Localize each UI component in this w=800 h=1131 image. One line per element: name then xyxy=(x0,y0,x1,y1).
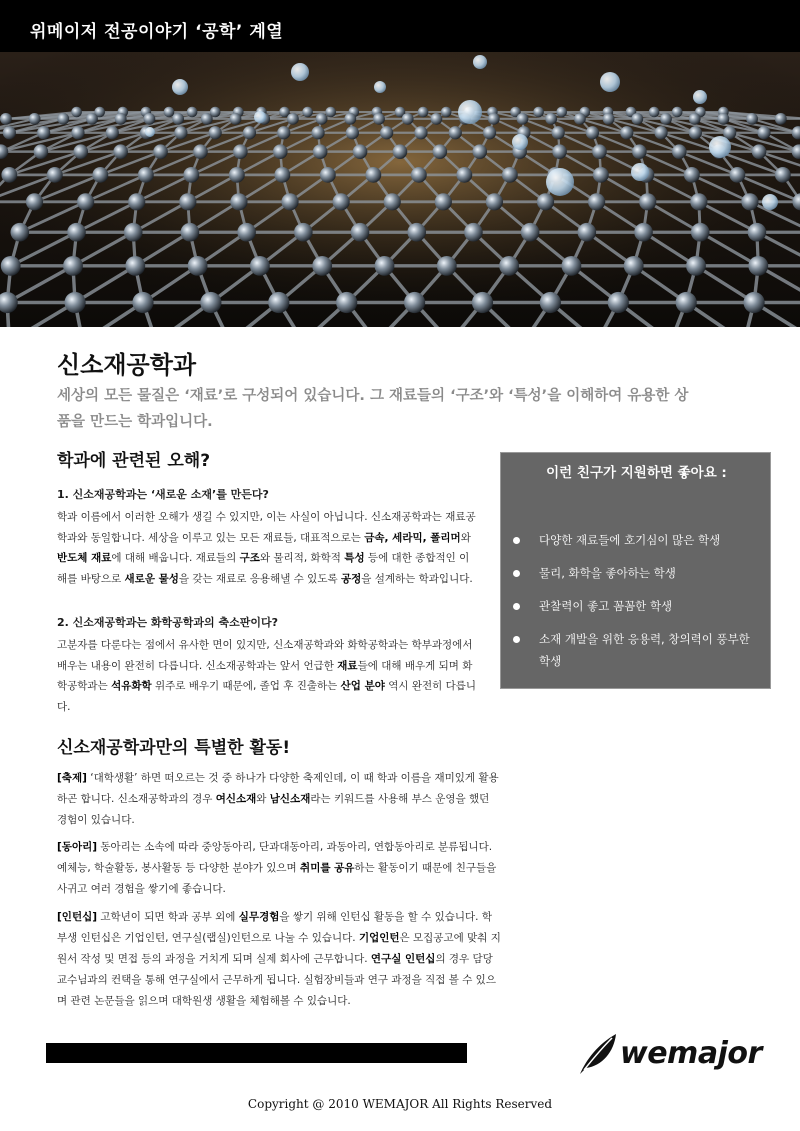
list-item: 소재 개발을 위한 응용력, 창의력이 풍부한 학생 xyxy=(513,628,763,672)
misconception-1 xyxy=(57,486,477,589)
activity-festival: [축제] ‘대학생활’ 하면 떠오르는 것 중 하나가 다양한 축제인데, 이 때 학과 이름을 재미있게 활용하곤 합니다. 신소재공학과의 경우 여신소재와 남신소재라는 키워드를 사용해 부스 운영을 했던 경험이 있습니다. xyxy=(57,772,499,826)
list-item: 물리, 화학을 좋아하는 학생 xyxy=(513,562,763,584)
series-title: 위메이저 전공이야기 ‘공학’ 계열 xyxy=(30,22,284,42)
bullet-icon xyxy=(513,603,520,610)
list-item: 관찰력이 좋고 꼼꼼한 학생 xyxy=(513,595,763,617)
bullet-icon xyxy=(513,537,520,544)
misconception-2-answer: 고분자를 다룬다는 점에서 유사한 면이 있지만, 신소재공학과와 화학공학과는 학부과정에서 배우는 내용이 완전히 다릅니다. 신소재공학과는 앞서 언급한 재료들에 대해 배우게 되며 화학공학과는 석유화학 위주로 배우기 때문에, 졸업 후 진출하는 산업 분야 역시 완전히 다릅니다. xyxy=(57,639,477,713)
recommended-student-title: 이런 친구가 지원하면 좋아요 : xyxy=(546,465,727,481)
header-bar xyxy=(0,0,800,52)
recommended-student-list xyxy=(513,529,763,683)
activities-heading: 신소재공학과만의 특별한 활동! xyxy=(57,738,291,758)
leaf-icon xyxy=(576,1030,620,1078)
misconception-2-question: 2. 신소재공학과는 화학공학과의 축소판이다? xyxy=(57,616,278,629)
activity-internship: [인턴십] 고학년이 되면 학과 공부 외에 실무경험을 쌓기 위해 인턴십 활동을 할 수 있습니다. 학부생 인턴십은 기업인턴, 연구실(랩실)인턴으로 나눌 수 있습니다. 기업인턴은 모집공고에 맞춰 지원서 작성 및 면접 등의 과정을 거치게 되며 실제 회사에 근무합니다. 연구실 인턴십의 경우 담당 교수님과의 컨택을 통해 연구실에서 근무하게 됩니다. 실험장비들과 연구 과정을 직접 볼 수 있으며 관련 논문들을 읽으며 대학원생 생활을 체험해볼 수 있습니다. xyxy=(57,911,501,1007)
logo-wordmark: wemajor xyxy=(620,1036,762,1071)
recommended-student-box xyxy=(500,452,771,689)
wemajor-logo xyxy=(576,1030,766,1078)
list-item: 다양한 재료들에 호기심이 많은 학생 xyxy=(513,529,763,551)
department-title: 신소재공학과 xyxy=(57,351,197,379)
misconceptions-heading: 학과에 관련된 오해? xyxy=(57,451,211,471)
footer-divider-bar xyxy=(46,1043,467,1063)
hero-image-graphene-lattice xyxy=(0,52,800,327)
bullet-icon xyxy=(513,570,520,577)
activity-club: [동아리] 동아리는 소속에 따라 중앙동아리, 단과대동아리, 과동아리, 연합동아리로 분류됩니다. 예체능, 학술활동, 봉사활동 등 다양한 분야가 있으며 취미를 공유하는 활동이기 때문에 친구들을 사귀고 여러 경험을 쌓기에 좋습니다. xyxy=(57,841,497,895)
misconception-1-question: 1. 신소재공학과는 ‘새로운 소재’를 만든다? xyxy=(57,488,269,501)
copyright-text: Copyright @ 2010 WEMAJOR All Rights Reserved xyxy=(247,1097,553,1111)
misconception-1-answer: 학과 이름에서 이러한 오해가 생길 수 있지만, 이는 사실이 아닙니다. 신소재공학과는 재료공학과와 동일합니다. 세상을 이루고 있는 모든 재료들, 대표적으로는 금속, 세라믹, 폴리머와 반도체 재료에 대해 배웁니다. 재료들의 구조와 물리적, 화학적 특성 등에 대한 종합적인 이해를 바탕으로 새로운 물성을 갖는 재료로 응용해낼 수 있도록 공정을 설계하는 학과입니다. xyxy=(57,511,476,585)
department-description: 세상의 모든 물질은 ‘재료’로 구성되어 있습니다. 그 재료들의 ‘구조’와 ‘특성’을 이해하여 유용한 상품을 만드는 학과입니다. xyxy=(57,388,689,430)
misconception-2 xyxy=(57,614,477,717)
bullet-icon xyxy=(513,636,520,643)
